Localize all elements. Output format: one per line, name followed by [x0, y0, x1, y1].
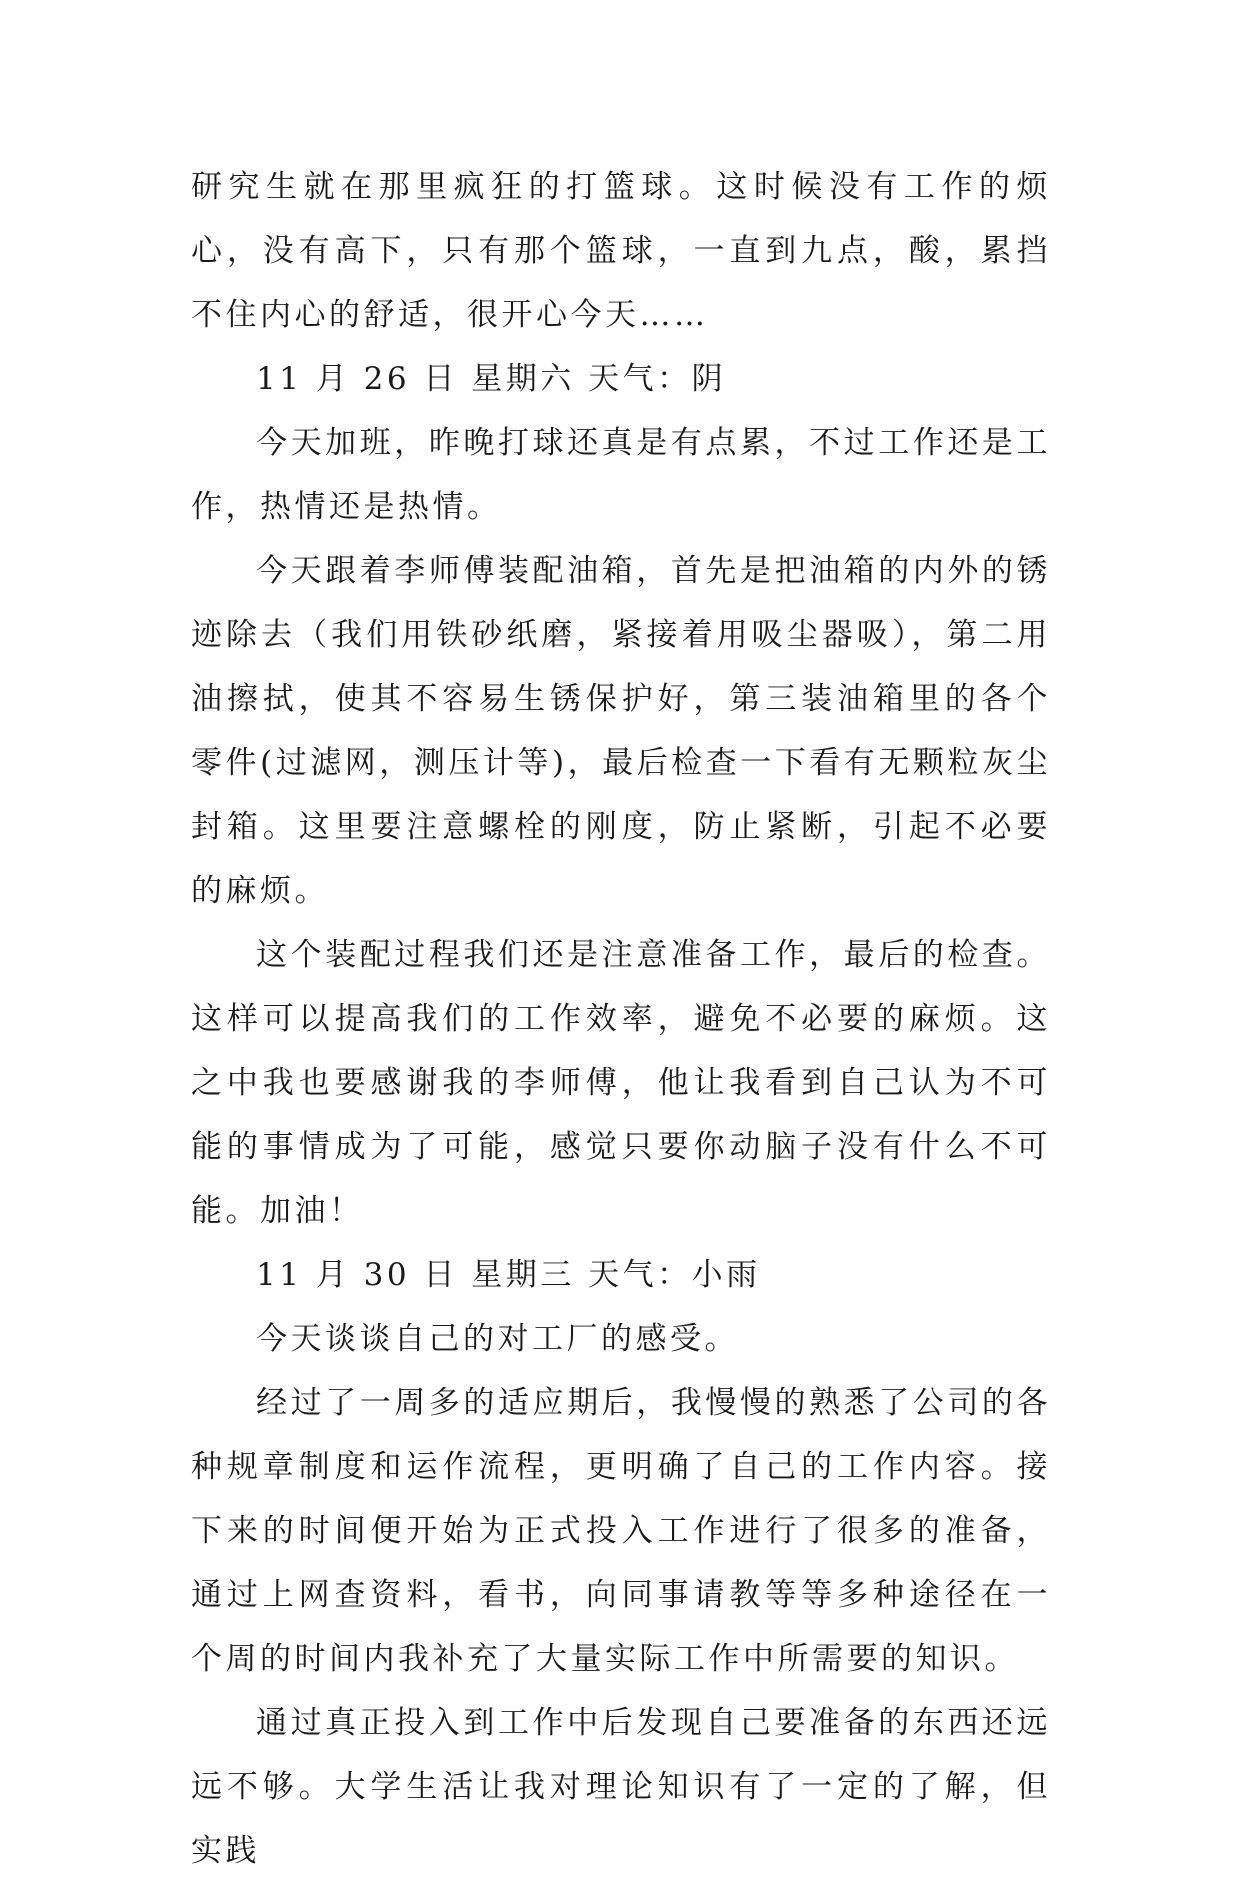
paragraph: 今天跟着李师傅装配油箱，首先是把油箱的内外的锈迹除去（我们用铁砂纸磨，紧接着用吸尘器吸），第二用油擦拭，使其不容易生锈保护好，第三装油箱里的各个零件(过滤网，测压计等)，最后检查一下看有无颗粒灰尘封箱。这里要注意螺栓的刚度，防止紧断，引起不必要的麻烦。: [191, 553, 1051, 909]
paragraph: 今天谈谈自己的对工厂的感受。: [256, 1321, 739, 1357]
paragraph: 今天加班，昨晚打球还真是有点累，不过工作还是工作，热情还是热情。: [191, 425, 1051, 525]
diary-date-heading: 11 月 26 日 星期六 天气：阴: [256, 361, 727, 397]
paragraph: 这个装配过程我们还是注意准备工作，最后的检查。这样可以提高我们的工作效率，避免不必要的麻烦。这之中我也要感谢我的李师傅，他让我看到自己认为不可能的事情成为了可能，感觉只要你动脑子没有什么不可能。加油！: [191, 937, 1051, 1229]
paragraph: 通过真正投入到工作中后发现自己要准备的东西还远远不够。大学生活让我对理论知识有了一定的了解，但实践: [191, 1705, 1051, 1869]
document-body: [191, 155, 1051, 1883]
paragraph-continuation: 研究生就在那里疯狂的打篮球。这时候没有工作的烦心，没有高下，只有那个篮球，一直到九点，酸，累挡不住内心的舒适，很开心今天……: [191, 169, 1051, 333]
paragraph: 经过了一周多的适应期后，我慢慢的熟悉了公司的各种规章制度和运作流程，更明确了自己的工作内容。接下来的时间便开始为正式投入工作进行了很多的准备，通过上网查资料，看书，向同事请教等等多种途径在一个周的时间内我补充了大量实际工作中所需要的知识。: [191, 1385, 1051, 1677]
diary-date-heading: 11 月 30 日 星期三 天气：小雨: [256, 1257, 761, 1293]
